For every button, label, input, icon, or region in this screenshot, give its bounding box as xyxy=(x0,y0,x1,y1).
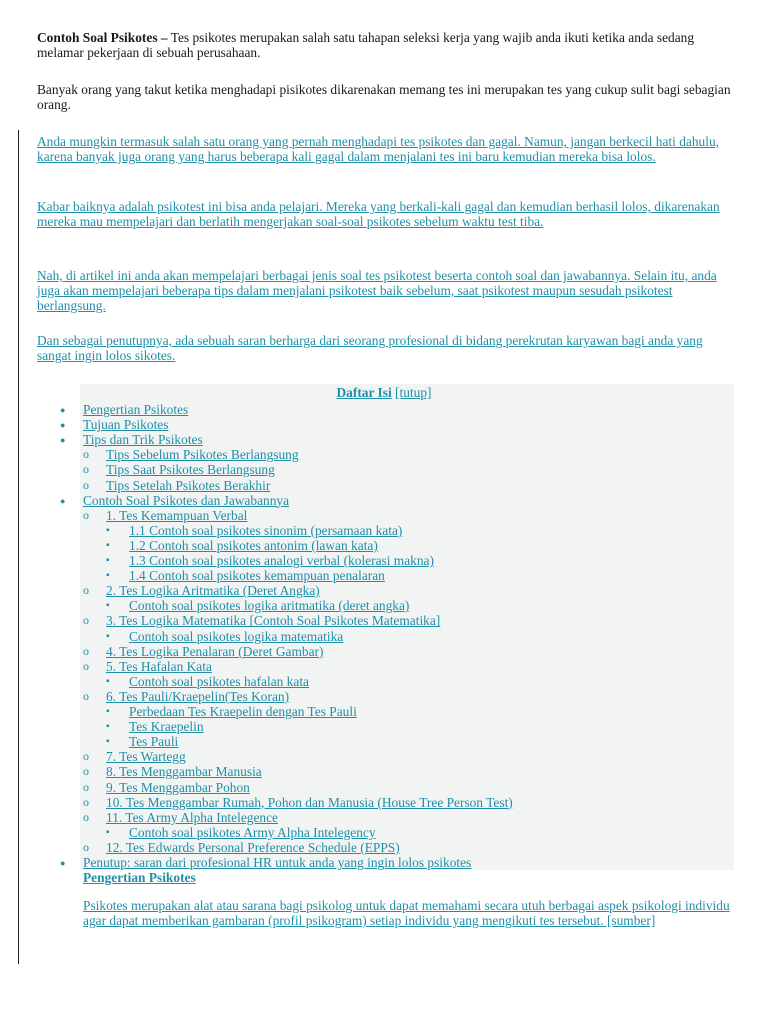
bullet-circle-icon: o xyxy=(83,507,89,522)
intro-lead-text: Tes psikotes merupakan salah satu tahapan seleksi kerja yang wajib anda ikuti ketika anda sedang melamar pekerjaan di sebuah perusahaan. xyxy=(37,30,695,60)
toc-item-label[interactable]: Tips Saat Psikotes Berlangsung xyxy=(106,462,275,478)
section-body[interactable]: Psikotes merupakan alat atau sarana bagi psikolog untuk dapat memahami secara utuh berbagai aspek psikologi individu agar dapat memberikan gambaran (profil psikogram) setiap individu yang mengikuti tes tersebut. [sumber] xyxy=(83,898,730,928)
toc-item-label[interactable]: 2. Tes Logika Aritmatika (Deret Angka) xyxy=(106,583,320,599)
toc-toggle-link[interactable]: [tutup] xyxy=(395,385,432,400)
bullet-circle-icon: o xyxy=(83,779,89,794)
toc-item-label[interactable]: 12. Tes Edwards Personal Preference Schedule (EPPS) xyxy=(106,839,400,855)
bullet-disc-icon: ● xyxy=(60,435,66,446)
bullet-disc-icon: ● xyxy=(60,405,66,415)
bullet-square-icon: ▪ xyxy=(106,736,110,748)
toc-item-label[interactable]: Pengertian Psikotes xyxy=(83,402,189,417)
toc-item-label[interactable]: Contoh soal psikotes logika aritmatika (deret angka) xyxy=(129,598,410,614)
bullet-square-icon: ▪ xyxy=(106,826,110,838)
toc-item-label[interactable]: 3. Tes Logika Matematika [Contoh Soal Psikotes Matematika] xyxy=(106,613,441,629)
bullet-square-icon: ▪ xyxy=(106,706,110,717)
toc-item-label[interactable]: Tes Kraepelin xyxy=(129,719,204,735)
toc-item-label[interactable]: 1.2 Contoh soal psikotes antonim (lawan kata) xyxy=(129,537,378,553)
bullet-circle-icon: o xyxy=(83,764,89,779)
toc-item-label[interactable]: Tips dan Trik Psikotes xyxy=(83,432,203,448)
toc-header xyxy=(0,385,768,400)
bullet-disc-icon: ● xyxy=(60,420,66,431)
bullet-disc-icon: ● xyxy=(60,858,66,868)
bullet-disc-icon: ● xyxy=(60,495,66,506)
toc-item-label[interactable]: 1.3 Contoh soal psikotes analogi verbal (kolerasi makna) xyxy=(129,553,434,568)
toc-item-label[interactable]: 1.4 Contoh soal psikotes kemampuan penalaran xyxy=(129,568,385,584)
toc-item-label[interactable]: 11. Tes Army Alpha Intelegence xyxy=(106,809,278,825)
toc-item-label[interactable]: 1. Tes Kemampuan Verbal xyxy=(106,507,248,523)
toc-item-label[interactable]: Tips Setelah Psikotes Berakhir xyxy=(106,477,271,493)
toc-item-label[interactable]: Contoh soal psikotes logika matematika xyxy=(129,628,344,644)
bullet-square-icon: ▪ xyxy=(106,721,110,733)
toc-item-label[interactable]: 9. Tes Menggambar Pohon xyxy=(106,779,250,795)
intro-lead-bold: Contoh Soal Psikotes – xyxy=(37,30,168,45)
left-margin-rule xyxy=(18,130,19,964)
intro-paragraph-2: Banyak orang yang takut ketika menghadapi pisikotes dikarenakan memang tes ini merupakan tes yang cukup sulit bagi sebagian orang. xyxy=(37,82,731,112)
toc-item-label[interactable]: 4. Tes Logika Penalaran (Deret Gambar) xyxy=(106,643,324,659)
bullet-square-icon: ▪ xyxy=(106,675,110,687)
bullet-circle-icon: o xyxy=(83,613,89,628)
intro-paragraph-4[interactable]: Kabar baiknya adalah psikotest ini bisa anda pelajari. Mereka yang berkali-kali gagal dan kemudian berhasil lolos, dikarenakan mereka mau mempelajari dan berlatih mengerjakan soal-soal psikotes sebelum waktu test tiba. xyxy=(37,199,720,229)
toc-item-label[interactable]: Contoh Soal Psikotes dan Jawabannya xyxy=(83,492,290,508)
intro-paragraph-5[interactable]: Nah, di artikel ini anda akan mempelajari berbagai jenis soal tes psikotest beserta contoh soal dan jawabannya. Selain itu, anda juga akan mempelajari beberapa tips dalam menjalani psikotest baik sebelum, saat psikotest maupun sesudah psikotest berlangsung. xyxy=(37,268,717,313)
toc-item-label[interactable]: Perbedaan Tes Kraepelin dengan Tes Pauli xyxy=(129,704,357,719)
bullet-circle-icon: o xyxy=(83,583,89,598)
bullet-circle-icon: o xyxy=(83,688,89,703)
toc-item-label[interactable]: 7. Tes Wartegg xyxy=(106,749,186,765)
section-heading[interactable]: Pengertian Psikotes xyxy=(83,870,196,885)
toc-item-label[interactable]: Tujuan Psikotes xyxy=(83,417,169,433)
intro-paragraph-3[interactable]: Anda mungkin termasuk salah satu orang yang pernah menghadapi tes psikotes dan gagal. Namun, jangan berkecil hati dahulu, karena banyak juga orang yang harus beberapa kali gagal dalam menjalani tes ini baru kemudian mereka bisa lolos. xyxy=(37,134,719,164)
bullet-square-icon: ▪ xyxy=(106,630,110,642)
bullet-square-icon: ▪ xyxy=(106,524,110,536)
bullet-square-icon: ▪ xyxy=(106,600,110,612)
bullet-square-icon: ▪ xyxy=(106,555,110,566)
bullet-square-icon: ▪ xyxy=(106,539,110,551)
toc-title: Daftar Isi xyxy=(336,385,392,400)
intro-paragraph-6[interactable]: Dan sebagai penutupnya, ada sebuah saran berharga dari seorang profesional di bidang perekrutan karyawan bagi anda yang sangat ingin lolos sikotes. xyxy=(37,333,703,363)
toc-item-label[interactable]: Contoh soal psikotes Army Alpha Intelegency xyxy=(129,824,376,840)
toc-item-label[interactable]: Tips Sebelum Psikotes Berlangsung xyxy=(106,447,299,463)
toc-item-label[interactable]: Penutup: saran dari profesional HR untuk anda yang ingin lolos psikotes xyxy=(83,855,472,870)
bullet-circle-icon: o xyxy=(83,643,89,658)
bullet-circle-icon: o xyxy=(83,658,89,673)
toc-item-label[interactable]: Tes Pauli xyxy=(129,734,179,750)
bullet-circle-icon: o xyxy=(83,447,89,462)
bullet-circle-icon: o xyxy=(83,794,89,809)
toc-item-label[interactable]: 6. Tes Pauli/Kraepelin(Tes Koran) xyxy=(106,688,290,704)
bullet-circle-icon: o xyxy=(83,809,89,824)
bullet-circle-icon: o xyxy=(83,477,89,492)
bullet-circle-icon: o xyxy=(83,462,89,477)
toc-item-label[interactable]: 10. Tes Menggambar Rumah, Pohon dan Manusia (House Tree Person Test) xyxy=(106,794,513,810)
toc-item-label[interactable]: 1.1 Contoh soal psikotes sinonim (persamaan kata) xyxy=(129,522,403,538)
toc-item-label[interactable]: Contoh soal psikotes hafalan kata xyxy=(129,673,309,689)
toc-item-label[interactable]: 5. Tes Hafalan Kata xyxy=(106,658,212,674)
bullet-circle-icon: o xyxy=(83,749,89,764)
intro-paragraph-1 xyxy=(37,30,737,60)
bullet-square-icon: ▪ xyxy=(106,570,110,582)
bullet-circle-icon: o xyxy=(83,839,89,854)
toc-item-label[interactable]: 8. Tes Menggambar Manusia xyxy=(106,764,262,780)
